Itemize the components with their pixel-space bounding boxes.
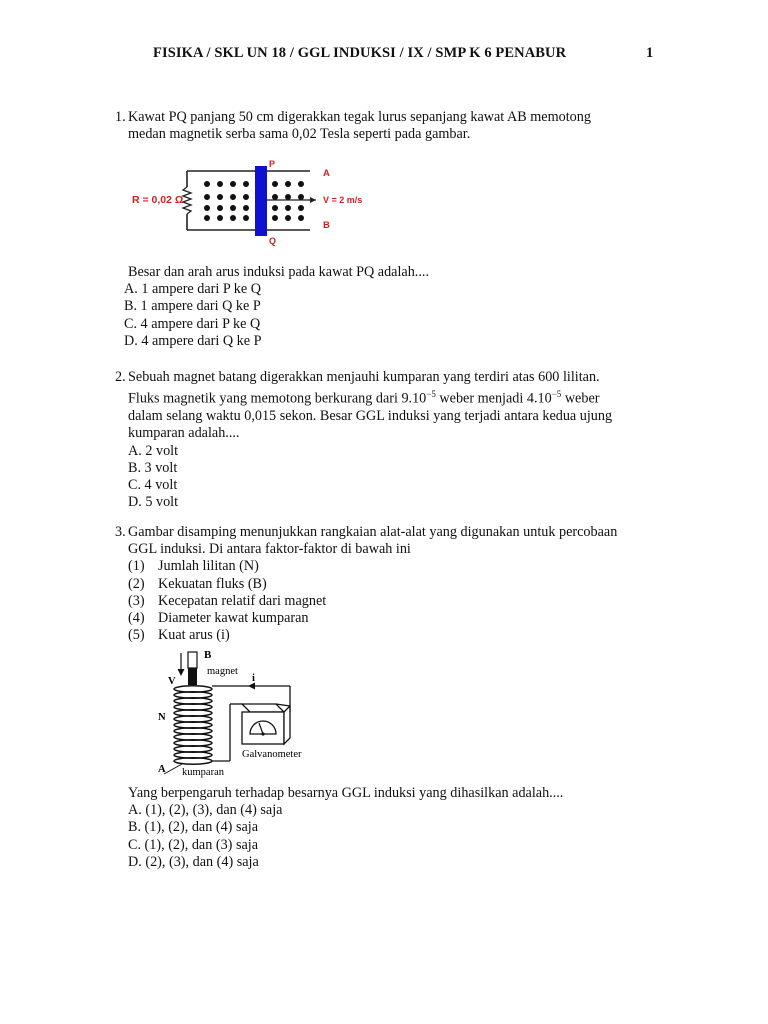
magnet-label: magnet [207, 666, 238, 677]
magnetic-field-dots [204, 181, 304, 221]
option-d[interactable]: D. 4 ampere dari Q ke P [124, 332, 262, 349]
magnet-north [188, 652, 197, 668]
label-i: i [252, 673, 255, 684]
option-d[interactable]: D. (2), (3), dan (4) saja [128, 853, 259, 870]
label-b: B [323, 220, 330, 231]
question-1-answers [124, 264, 429, 350]
option-b[interactable]: B. (1), (2), dan (4) saja [128, 819, 259, 836]
option-c[interactable]: C. 4 volt [128, 476, 178, 493]
question-2 [115, 369, 613, 511]
option-d[interactable]: D. 5 volt [128, 494, 179, 511]
option-a[interactable]: A. 2 volt [128, 442, 179, 459]
velocity-arrow-icon [310, 197, 316, 203]
option-b[interactable]: B. 1 ampere dari Q ke P [124, 298, 261, 315]
page-header [0, 45, 768, 65]
factor-item: (5) Kuat arus (i) [128, 627, 230, 644]
magnet-south [188, 668, 197, 685]
question-number: 3. [115, 524, 126, 540]
question-text-line: Kawat PQ panjang 50 cm digerakkan tegak lurus sepanjang kawat AB memotong [128, 109, 591, 125]
rod-pq [255, 166, 267, 236]
question-prompt: Yang berpengaruh terhadap besarnya GGL induksi yang dihasilkan adalah.... [128, 785, 564, 801]
figure-galvanometer-coil [150, 646, 320, 780]
coil-label: kumparan [182, 767, 224, 778]
galvanometer-label: Galvanometer [242, 749, 302, 760]
label-a: A [323, 168, 330, 179]
factor-item: (1) Jumlah lilitan (N) [128, 558, 259, 575]
question-text-line: Fluks magnetik yang memotong berkurang dari $9.10^{-5}$ weber menjadi $4.10^{-5}$ weber [128, 389, 600, 407]
label-p: P [269, 159, 276, 169]
factor-item: (3) Kecepatan relatif dari magnet [128, 592, 327, 609]
question-text-line: Gambar disamping menunjukkan rangkaian alat-alat yang digunakan untuk percobaan [128, 524, 618, 540]
option-c[interactable]: C. 4 ampere dari P ke Q [124, 315, 261, 332]
question-text-line: GGL induksi. Di antara faktor-faktor di bawah ini [128, 541, 411, 558]
question-number: 1. [115, 109, 126, 125]
factor-item: (2) Kekuatan fluks (B) [128, 575, 267, 592]
question-3 [115, 524, 618, 644]
down-arrow-icon [178, 669, 185, 676]
question-text-line: dalam selang waktu 0,015 sekon. Besar GGL induksi yang terjadi antara kedua ujung [128, 408, 613, 425]
coil-windings [174, 686, 212, 764]
option-a[interactable]: A. 1 ampere dari P ke Q [124, 281, 261, 298]
question-text-line: kumparan adalah.... [128, 425, 240, 442]
question-text-line: Sebuah magnet batang digerakkan menjauhi kumparan yang terdiri atas 600 lilitan. [128, 369, 600, 385]
option-a[interactable]: A. (1), (2), (3), dan (4) saja [128, 802, 283, 819]
option-b[interactable]: B. 3 volt [128, 459, 178, 476]
question-3-answers [128, 785, 563, 871]
figure-moving-wire [120, 155, 380, 247]
question-number: 2. [115, 369, 126, 385]
label-a: A [158, 764, 166, 775]
header-title: FISIKA / SKL UN 18 / GGL INDUKSI / IX / SMP K 6 PENABUR [153, 45, 567, 61]
factor-item: (4) Diameter kawat kumparan [128, 610, 309, 627]
option-c[interactable]: C. (1), (2), dan (3) saja [128, 836, 259, 853]
question-prompt: Besar dan arah arus induksi pada kawat PQ adalah.... [128, 264, 429, 280]
page-number: 1 [646, 45, 654, 61]
label-b: B [204, 649, 212, 661]
label-n: N [158, 712, 166, 723]
label-v: V [168, 676, 176, 687]
question-1 [115, 109, 591, 143]
question-text-line: medan magnetik serba sama 0,02 Tesla seperti pada gambar. [128, 126, 471, 143]
resistor-label: R = 0,02 Ω [132, 194, 184, 206]
label-q: Q [269, 236, 277, 246]
velocity-label: V = 2 m/s [323, 195, 363, 205]
galvanometer [242, 704, 290, 744]
